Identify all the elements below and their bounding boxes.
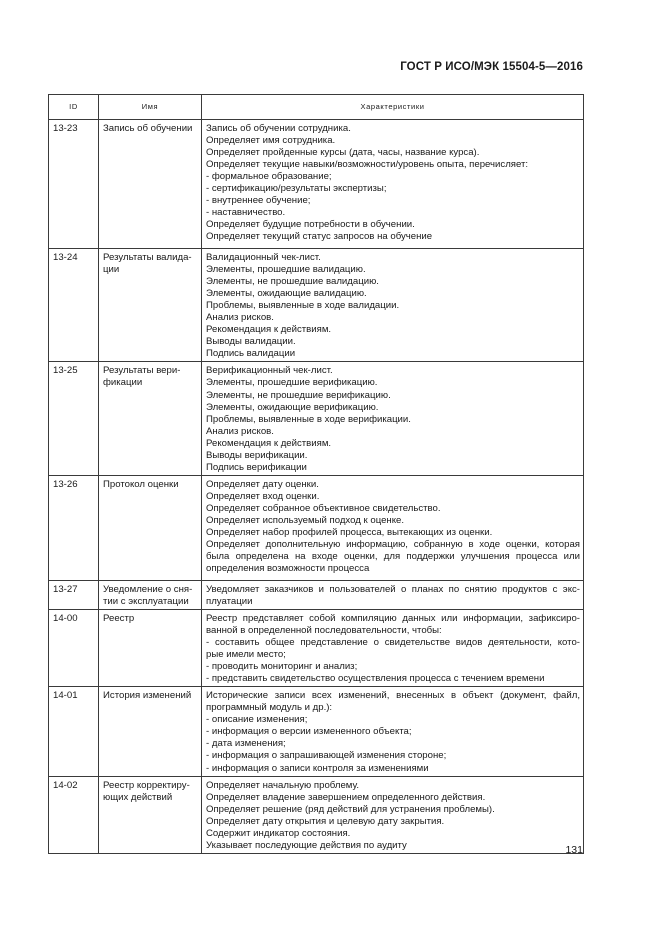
characteristic-line: Валидационный чек-лист. (206, 252, 321, 263)
column-header-characteristics: Характеристики (202, 95, 584, 120)
table-header-row (49, 95, 584, 120)
characteristic-line: Выводы валидации. (206, 336, 296, 348)
column-header-name: Имя (99, 95, 202, 120)
row-name-cell (99, 120, 202, 249)
characteristic-line: - дата изменения; (206, 738, 286, 750)
table-row (49, 776, 584, 853)
row-name: Протокол оценки (103, 478, 179, 490)
characteristic-line: - информация о запрашивающей изменения стороне; (206, 750, 447, 762)
row-id: 13-27 (49, 580, 99, 609)
characteristic-line: Выводы верификации. (206, 449, 308, 461)
characteristic-line: - информация о версии измененного объекта; (206, 726, 412, 738)
column-header-id: ID (49, 95, 99, 120)
characteristic-line: Элементы, ожидающие верификацию. (206, 401, 379, 413)
row-id: 14-00 (49, 609, 99, 686)
row-name: Результаты валида- ции (103, 252, 192, 276)
table-row (49, 475, 584, 580)
row-characteristics (202, 475, 584, 580)
characteristic-line: Указывает последующие действия по аудиту (206, 839, 407, 851)
characteristic-line: Рекомендация к действиям. (206, 437, 332, 449)
characteristic-line: Подпись верификации (206, 461, 307, 473)
row-name: Реестр (103, 612, 135, 624)
row-characteristics (202, 609, 584, 686)
table-row (49, 580, 584, 609)
characteristic-line: Элементы, не прошедшие верификацию. (206, 389, 391, 401)
characteristic-line: Определяет имя сотрудника. (206, 135, 336, 147)
row-id: 13-26 (49, 475, 99, 580)
characteristic-line: - представить свидетельство осуществления процесса с течением времени (206, 673, 545, 685)
characteristic-line: Определяет собранное объективное свидетельство. (206, 502, 441, 514)
characteristic-line: - формальное образование; (206, 171, 332, 183)
characteristic-line: программный модуль и др.): (206, 702, 333, 714)
characteristic-line: ванной в определенной последовательности, чтобы: (206, 624, 442, 636)
row-name: Результаты вери- фикации (103, 365, 181, 389)
characteristic-line: Проблемы, выявленные в ходе валидации. (206, 300, 400, 312)
table-row (49, 687, 584, 776)
table-row (49, 362, 584, 475)
row-name-cell (99, 249, 202, 362)
characteristic-line: Определяет дополнительную информацию, собранную в ходе оценки, которая (206, 539, 580, 551)
row-id: 13-25 (49, 362, 99, 475)
characteristic-line: Определяет используемый подход к оценке. (206, 514, 405, 526)
row-characteristics (202, 776, 584, 853)
standard-designation: ГОСТ Р ИСО/МЭК 15504-5—2016 (400, 61, 583, 73)
characteristic-line: определения возможности процесса (206, 563, 370, 575)
characteristic-line: плуатации (206, 595, 253, 607)
characteristic-line: - описание изменения; (206, 714, 308, 726)
table-row (49, 249, 584, 362)
row-characteristics (202, 362, 584, 475)
characteristic-line: Проблемы, выявленные в ходе верификации. (206, 413, 411, 425)
characteristic-line: Элементы, прошедшие верификацию. (206, 377, 378, 389)
characteristic-line: - проводить мониторинг и анализ; (206, 661, 358, 673)
characteristic-line: Верификационный чек-лист. (206, 365, 333, 377)
characteristic-line: Определяет текущие навыки/возможности/уровень опыта, перечисляет: (206, 159, 529, 171)
characteristic-line: Подпись валидации (206, 348, 296, 360)
row-name-cell (99, 609, 202, 686)
characteristic-line: Рекомендация к действиям. (206, 324, 332, 336)
row-id: 14-02 (49, 776, 99, 853)
row-characteristics (202, 580, 584, 609)
characteristic-line: Определяет будущие потребности в обучении. (206, 219, 415, 231)
row-name: Запись об обучении (103, 123, 193, 134)
characteristic-line: - составить общее представление о свидетельстве видов деятельности, кото- (206, 637, 580, 649)
characteristic-line: - информация о записи контроля за изменениями (206, 762, 429, 774)
row-name-cell (99, 687, 202, 776)
row-name-cell (99, 580, 202, 609)
row-name: История изменений (103, 690, 192, 702)
characteristic-line: Определяет владение завершением определенного действия. (206, 791, 486, 803)
characteristic-line: Содержит индикатор состояния. (206, 827, 351, 839)
characteristic-line: Определяет дату оценки. (206, 478, 319, 490)
characteristic-line: рые имели место; (206, 649, 286, 661)
characteristic-line: Анализ рисков. (206, 425, 274, 437)
characteristic-line: Элементы, не прошедшие валидацию. (206, 276, 379, 288)
row-name-cell (99, 362, 202, 475)
table-row (49, 609, 584, 686)
characteristic-line: Анализ рисков. (206, 312, 274, 324)
row-name: Уведомление о сня- тии с эксплуатации (103, 583, 193, 607)
row-characteristics (202, 687, 584, 776)
characteristic-line: - сертификацию/результаты экспертизы; (206, 183, 387, 195)
row-characteristics (202, 120, 584, 249)
characteristic-line: Определяет пройденные курсы (дата, часы, название курса). (206, 147, 480, 159)
page-number: 131 (565, 844, 583, 856)
characteristic-line: Определяет набор профилей процесса, вытекающих из оценки. (206, 527, 493, 539)
characteristic-line: - наставничество. (206, 207, 286, 219)
characteristic-line: Запись об обучении сотрудника. (206, 123, 351, 134)
table-row (49, 120, 584, 249)
row-name: Реестр корректиру- ющих действий (103, 779, 190, 803)
characteristic-line: Определяет вход оценки. (206, 490, 320, 502)
characteristic-line: Определяет решение (ряд действий для устранения проблемы). (206, 803, 495, 815)
row-characteristics (202, 249, 584, 362)
characteristic-line: Определяет дату открытия и целевую дату закрытия. (206, 815, 445, 827)
row-id: 14-01 (49, 687, 99, 776)
characteristic-line: - внутреннее обучение; (206, 195, 311, 207)
characteristic-line: Уведомляет заказчиков и пользователей о планах по снятию продуктов с экс- (206, 583, 580, 595)
row-id: 13-24 (49, 249, 99, 362)
row-name-cell (99, 475, 202, 580)
characteristics-table (48, 94, 584, 854)
characteristic-line: Реестр представляет собой компиляцию данных или информации, зафиксиро- (206, 612, 580, 624)
characteristic-line: Определяет начальную проблему. (206, 779, 359, 791)
characteristic-line: Определяет текущий статус запросов на обучение (206, 231, 433, 243)
characteristic-line: Элементы, ожидающие валидацию. (206, 288, 367, 300)
row-id: 13-23 (49, 120, 99, 249)
characteristic-line: Исторические записи всех изменений, внесенных в объект (документ, файл, (206, 690, 580, 702)
characteristic-line: была определена на входе оценки, для поддержки улучшения процесса или (206, 551, 580, 563)
characteristic-line: Элементы, прошедшие валидацию. (206, 264, 366, 276)
row-name-cell (99, 776, 202, 853)
